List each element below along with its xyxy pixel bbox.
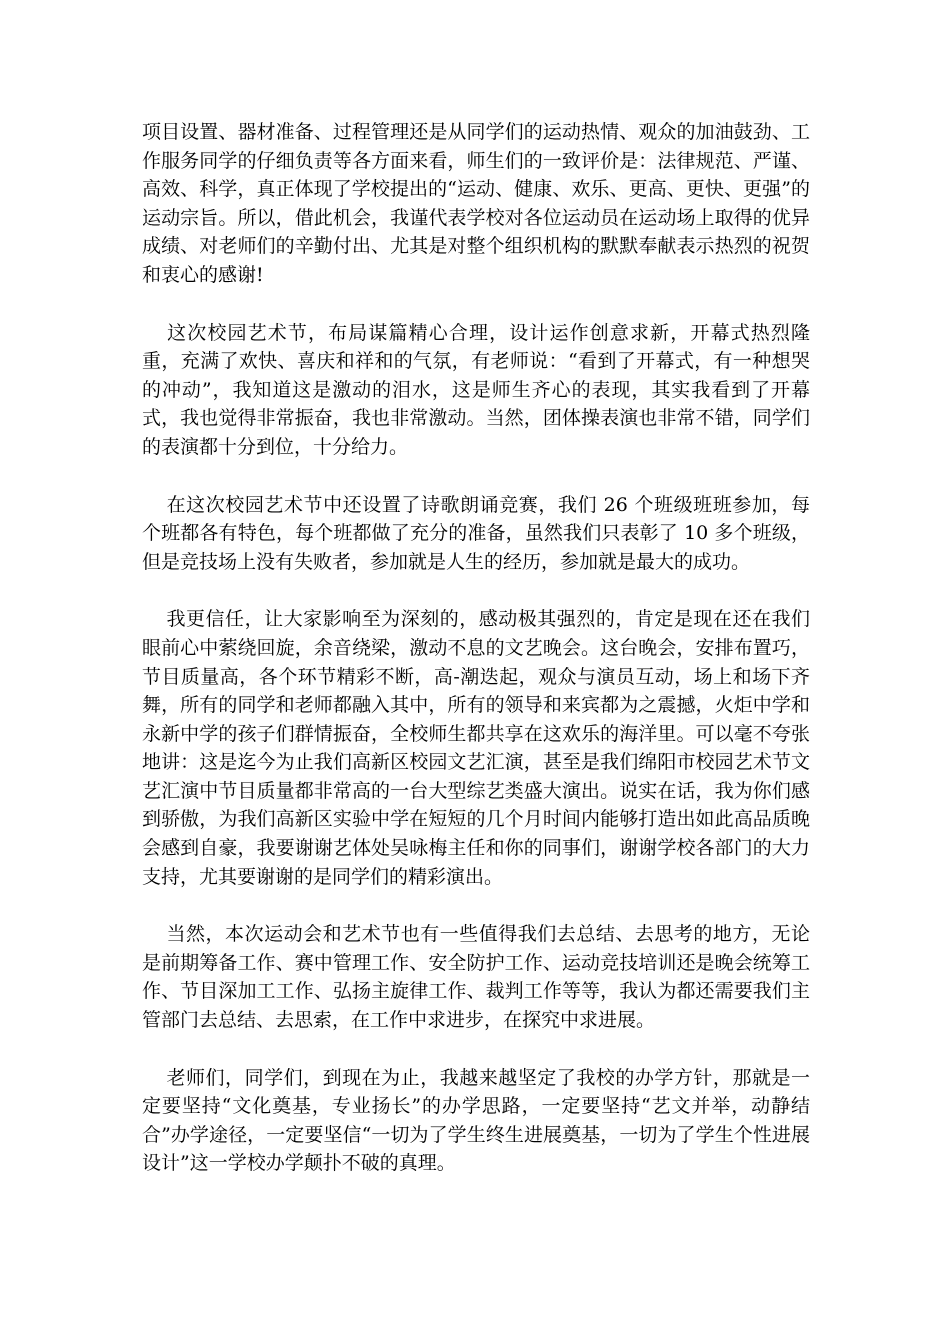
paragraph-4: 我更信任，让大家影响至为深刻的，感动极其强烈的，肯定是现在还在我们眼前心中萦绕回旋，余音绕梁，激动不息的文艺晚会。这台晚会，安排布置巧，节目质量高，各个环节精彩不断，高-潮迭起，观众与演员互动，场上和场下齐舞，所有的同学和老师都融入其中，所有的领导和来宾都为之震撼，火炬中学和永新中学的孩子们群情振奋，全校师生都共享在这欢乐的海洋里。可以毫不夸张地讲：这是迄今为止我们高新区校园文艺汇演，甚至是我们绵阳市校园艺术节文艺汇演中节目质量都非常高的一台大型综艺类盛大演出。说实在话，我为你们感到骄傲，为我们高新区实验中学在短短的几个月时间内能够打造出如此高品质晚会感到自豪，我要谢谢艺体处吴咏梅主任和你的同事们，谢谢学校各部门的大力支持，尤其要谢谢的是同学们的精彩演出。 — [142, 608, 810, 888]
document-page — [142, 118, 810, 1207]
paragraph-1: 项目设置、器材准备、过程管理还是从同学们的运动热情、观众的加油鼓劲、工作服务同学的仔细负责等各方面来看，师生们的一致评价是：法律规范、严谨、高效、科学，真正体现了学校提出的“运动、健康、欢乐、更高、更快、更强”的运动宗旨。所以，借此机会，我谨代表学校对各位运动员在运动场上取得的优异成绩、对老师们的辛勤付出、尤其是对整个组织机构的默默奉献表示热烈的祝贺和衷心的感谢! — [142, 121, 810, 286]
paragraph-5: 当然，本次运动会和艺术节也有一些值得我们去总结、去思考的地方，无论是前期筹备工作、赛中管理工作、安全防护工作、运动竞技培训还是晚会统筹工作、节目深加工工作、弘扬主旋律工作、裁判工作等等，我认为都还需要我们主管部门去总结、去思索，在工作中求进步，在探究中求进展。 — [142, 923, 810, 1032]
paragraph-2: 这次校园艺术节，布局谋篇精心合理，设计运作创意求新，开幕式热烈隆重，充满了欢快、喜庆和祥和的气氛，有老师说：“看到了开幕式，有一种想哭的冲动”，我知道这是激动的泪水，这是师生齐心的表现，其实我看到了开幕式，我也觉得非常振奋，我也非常激动。当然，团体操表演也非常不错，同学们的表演都十分到位，十分给力。 — [142, 321, 810, 458]
paragraph-6: 老师们，同学们，到现在为止，我越来越坚定了我校的办学方针，那就是一定要坚持“文化奠基，专业扬长”的办学思路，一定要坚持“艺文并举，动静结合”办学途径，一定要坚信“一切为了学生终生进展奠基，一切为了学生个性进展设计”这一学校办学颠扑不破的真理。 — [142, 1066, 810, 1175]
paragraph-3: 在这次校园艺术节中还设置了诗歌朗诵竞赛，我们 26 个班级班班参加，每个班都各有特色，每个班都做了充分的准备，虽然我们只表彰了 10 多个班级，但是竞技场上没有失败者，参加就是人生的经历，参加就是最大的成功。 — [142, 493, 810, 573]
